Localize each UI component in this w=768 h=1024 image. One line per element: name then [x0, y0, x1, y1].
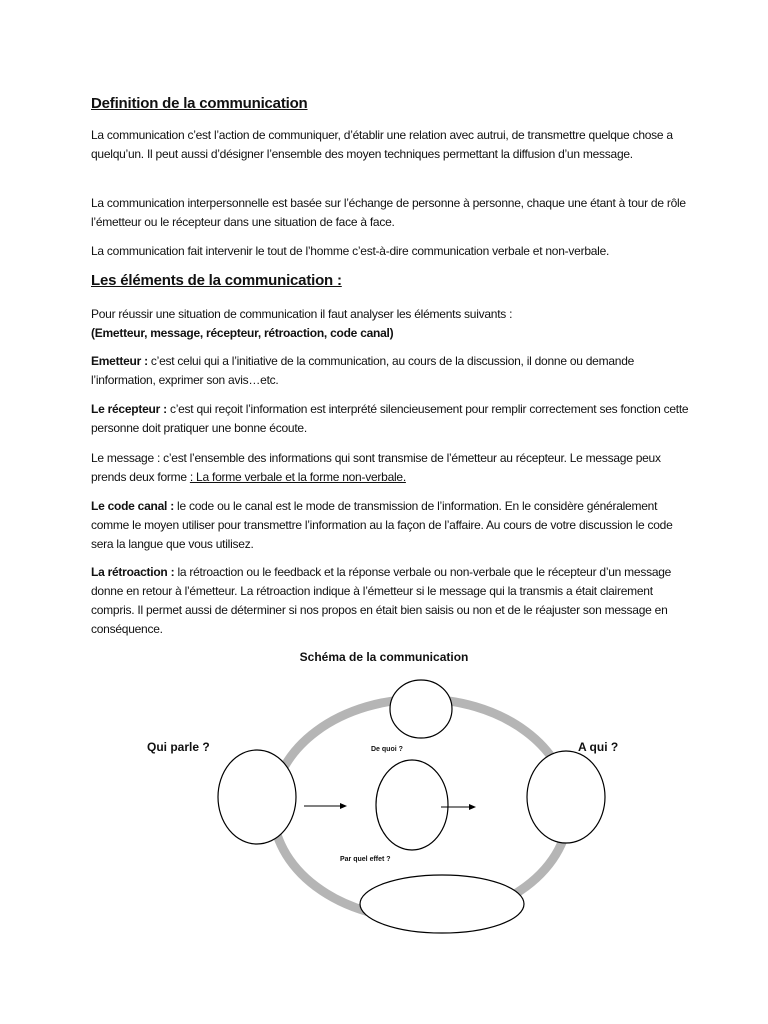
- term-code-canal: Le code canal :: [91, 499, 174, 513]
- label-de-quoi: De quoi ?: [371, 746, 403, 753]
- paragraph-code-canal: [91, 497, 691, 554]
- arrowhead-message-to-receiver: [469, 804, 476, 810]
- receiver-circle: [527, 751, 605, 843]
- schema-title: Schéma de la communication: [299, 650, 469, 664]
- term-recepteur: Le récepteur :: [91, 402, 167, 416]
- term-retroaction: La rétroaction :: [91, 565, 175, 579]
- paragraph-intro: [91, 305, 691, 343]
- text-recepteur: c’est qui reçoit l’information est interprété silencieusement pour remplir correctement ses fonction cette personne doit pratiquer une bonne écoute.: [91, 402, 689, 435]
- paragraph-definition: La communication c’est l’action de communiquer, d’établir une relation avec autrui, de transmettre quelque chose a quelqu’un. Il peut aussi d’désigner l’ensemble des moyen techniques permettant la diffusion d’un message.: [91, 128, 673, 161]
- communication-diagram: [0, 660, 768, 960]
- intro-text: Pour réussir une situation de communication il faut analyser les éléments suivants :: [91, 307, 513, 321]
- text-retroaction: la rétroaction ou le feedback et la réponse verbale ou non-verbale que le récepteur d’un message donne en retour à l’émetteur. La rétroaction indique à l’émetteur si le message qui la transmis a était clairement compris. Il permet aussi de déterminer si nos propos en était bien saisis ou non et de le réajuster son message en conséquence.: [91, 565, 672, 636]
- arrowhead-emitter-to-message: [340, 803, 347, 809]
- paragraph-homme: La communication fait intervenir le tout de l’homme c’est-à-dire communication verbale et non-verbale.: [91, 244, 610, 258]
- intro-element-list: (Emetteur, message, récepteur, rétroaction, code canal): [91, 326, 394, 340]
- paragraph-message: [91, 449, 691, 487]
- text-emetteur: c’est celui qui a l’initiative de la communication, au cours de la discussion, il donne ou demande l’information, exprimer son avis…etc.: [91, 354, 635, 387]
- context-circle: [390, 680, 452, 738]
- text-code-canal: le code ou le canal est le mode de transmission de l’information. En le considère généralement comme le moyen utiliser pour transmettre l’information au la façon de l’affaire. Au cours de votre discussion le code sera la langue que vous utilisez.: [91, 499, 673, 551]
- paragraph-recepteur: [91, 400, 691, 438]
- message-circle: [376, 760, 448, 850]
- text-message: Le message : c’est l’ensemble des informations qui sont transmise de l’émetteur au récepteur. Le message peux prends deux forme: [91, 451, 661, 484]
- label-par-quel-effet: Par quel effet ?: [340, 856, 391, 863]
- label-qui-parle: Qui parle ?: [147, 740, 210, 754]
- emitter-circle: [218, 750, 296, 844]
- paragraph-retroaction: [91, 563, 691, 639]
- paragraph-emetteur: [91, 352, 691, 390]
- section-title-definition: Definition de la communication: [91, 95, 308, 112]
- effect-ellipse: [360, 875, 524, 933]
- label-a-qui: A qui ?: [578, 740, 619, 754]
- paragraph-interpersonnelle: La communication interpersonnelle est basée sur l’échange de personne à personne, chaque une étant à tour de rôle l’émetteur ou le récepteur dans une situation de face à face.: [91, 196, 686, 229]
- term-emetteur: Emetteur :: [91, 354, 148, 368]
- section-title-elements: Les éléments de la communication :: [91, 272, 342, 289]
- text-message-forms: : La forme verbale et la forme non-verbale.: [189, 470, 406, 484]
